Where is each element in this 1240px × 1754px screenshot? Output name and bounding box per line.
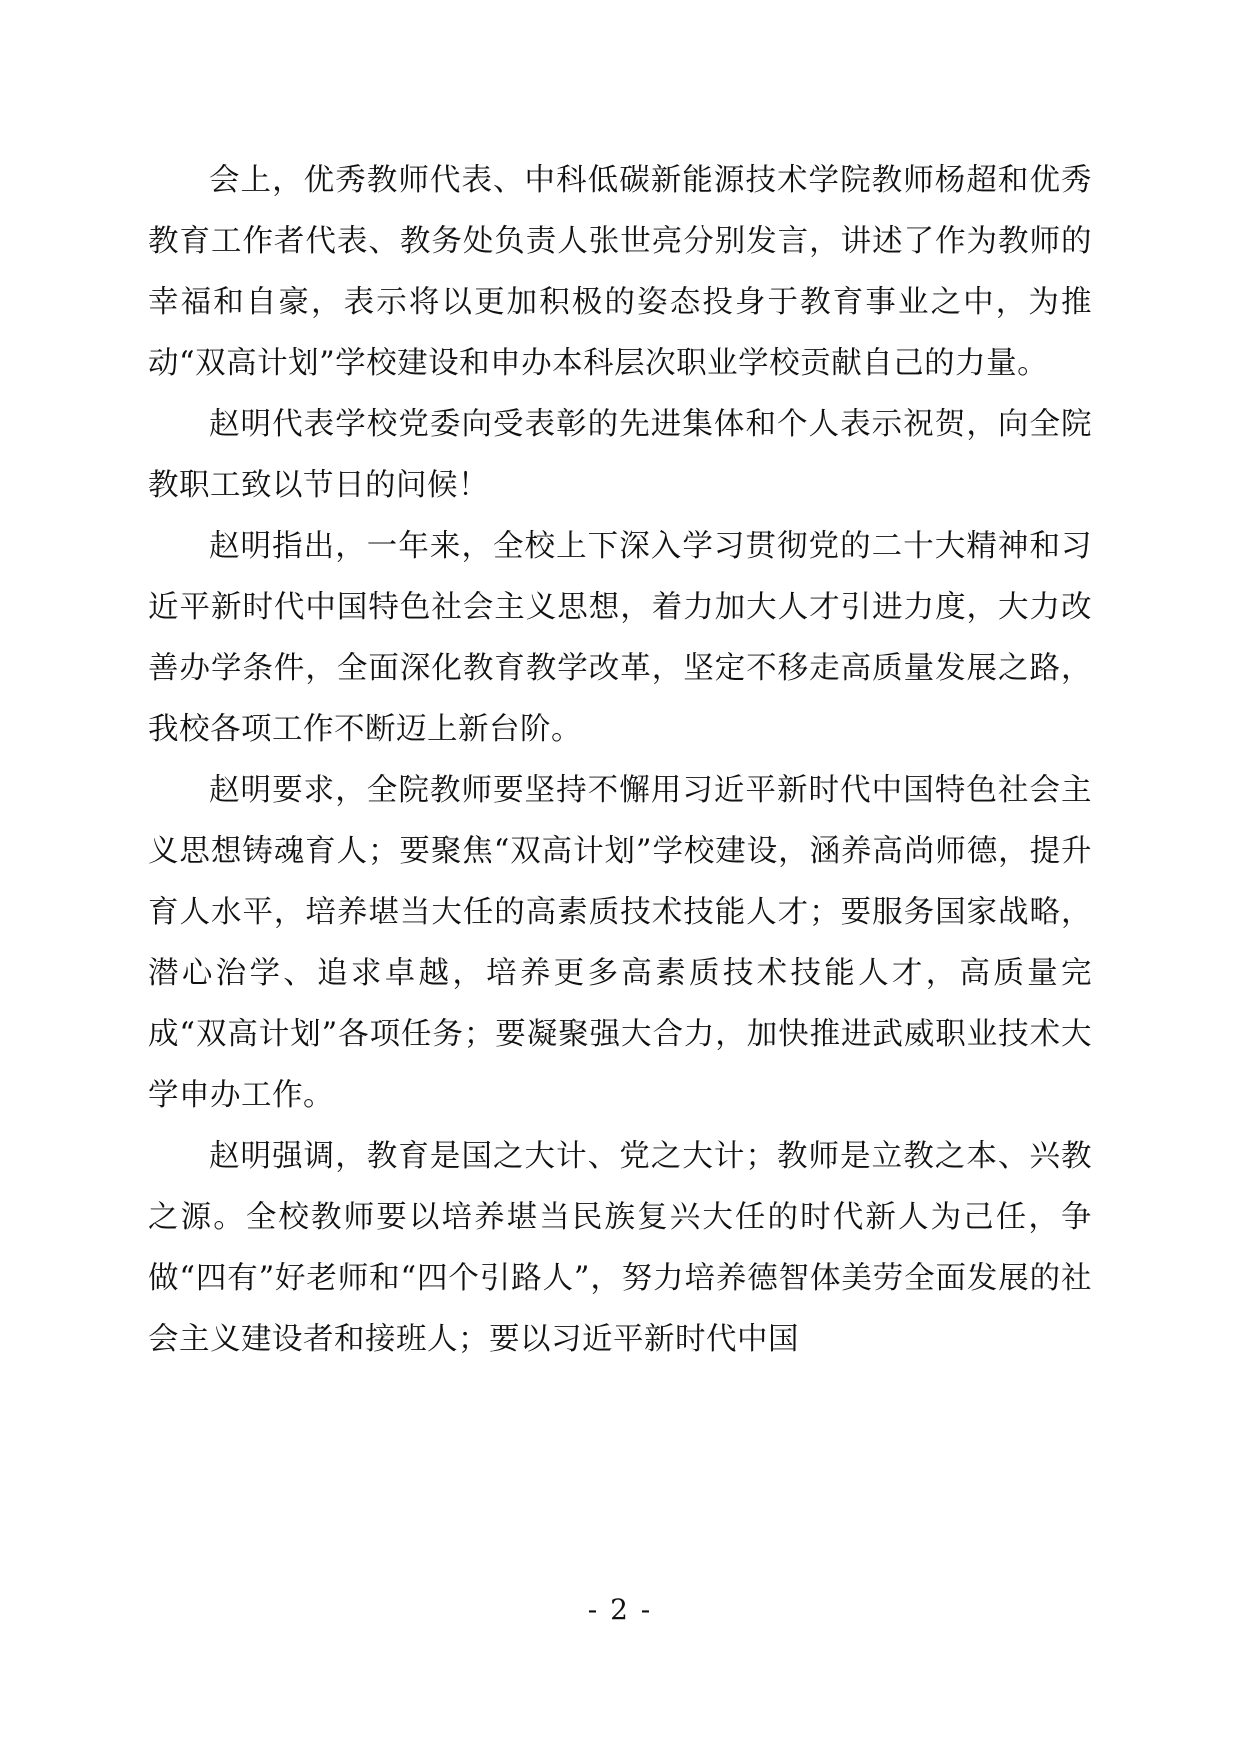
paragraph: 赵明指出，一年来，全校上下深入学习贯彻党的二十大精神和习近平新时代中国特色社会主义思想，着力加大人才引进力度，大力改善办学条件，全面深化教育教学改革，坚定不移走高质量发展之路，我校各项工作不断迈上新台阶。 — [148, 529, 1092, 747]
paragraph: 赵明代表学校党委向受表彰的先进集体和个人表示祝贺，向全院教职工致以节日的问候！ — [148, 407, 1092, 503]
paragraph: 赵明强调，教育是国之大计、党之大计；教师是立教之本、兴教之源。全校教师要以培养堪当民族复兴大任的时代新人为己任，争做“四有”好老师和“四个引路人”，努力培养德智体美劳全面发展的社会主义建设者和接班人；要以习近平新时代中国 — [148, 1139, 1092, 1357]
document-body — [148, 150, 1092, 1370]
paragraph: 赵明要求，全院教师要坚持不懈用习近平新时代中国特色社会主义思想铸魂育人；要聚焦“双高计划”学校建设，涵养高尚师德，提升育人水平，培养堪当大任的高素质技术技能人才；要服务国家战略，潜心治学、追求卓越，培养更多高素质技术技能人才，高质量完成“双高计划”各项任务；要凝聚强大合力，加快推进武威职业技术大学申办工作。 — [148, 773, 1092, 1113]
paragraph: 会上，优秀教师代表、中科低碳新能源技术学院教师杨超和优秀教育工作者代表、教务处负责人张世亮分别发言，讲述了作为教师的幸福和自豪，表示将以更加积极的姿态投身于教育事业之中，为推动“双高计划”学校建设和申办本科层次职业学校贡献自己的力量。 — [148, 163, 1092, 381]
page-number: - 2 - — [587, 1593, 653, 1626]
